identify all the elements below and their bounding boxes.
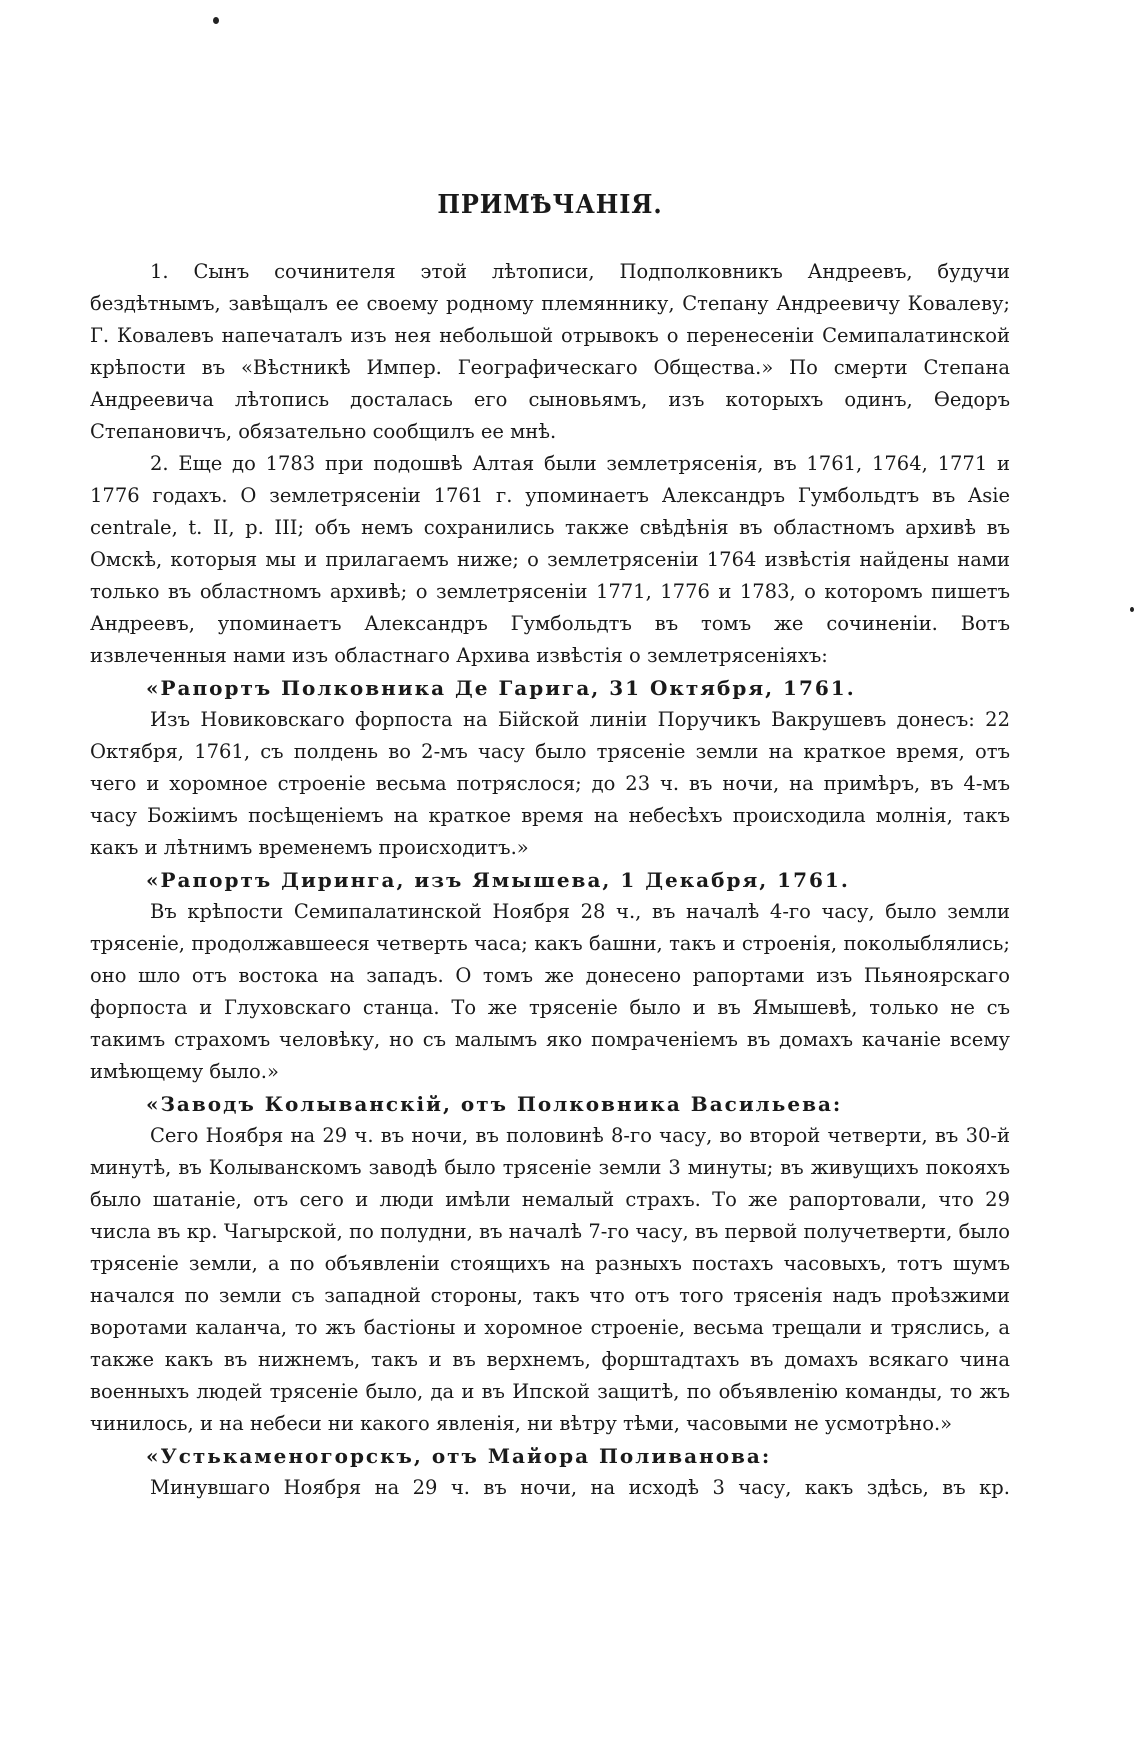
report-heading: «Заводъ Колыванскій, отъ Полковника Васильева:: [146, 1092, 843, 1116]
note-1: 1. Сынъ сочинителя этой лѣтописи, Подполковникъ Андреевъ, будучи бездѣтнымъ, завѣщалъ ее своему родному племяннику, Степану Андреевичу Ковалеву; Г. Ковалевъ напечаталъ изъ нея небольшой отрывокъ о перенесеніи Семипалатинской крѣпости въ «Вѣстникѣ Импер. Географическаго Общества.» По смерти Степана Андреевича лѣтопись досталась его сыновьямъ, изъ которыхъ одинъ, Ѳедоръ Степановичъ, обязательно сообщилъ ее мнѣ.: [90, 260, 1010, 443]
report-body: Въ крѣпости Семипалатинской Ноября 28 ч., въ началѣ 4-го часу, было земли трясеніе, продолжавшееся четверть часа; какъ башни, такъ и строенія, поколыблялись; оно шло отъ востока на западъ. О томъ же донесено рапортами изъ Пьяноярскаго форпоста и Глуховскаго станца. То же трясеніе было и въ Ямышевѣ, только не съ такимъ страхомъ человѣку, но съ малымъ яко помраченіемъ въ домахъ качаніе всему имѣющему было.»: [90, 900, 1010, 1083]
report-heading: «Устькаменогорскъ, отъ Майора Поливанова:: [146, 1444, 772, 1468]
report-body: Изъ Новиковскаго форпоста на Бійской линіи Поручикъ Вакрушевъ донесъ: 22 Октября, 1761, съ полдень во 2-мъ часу было трясеніе земли на краткое время, отъ чего и хоромное строеніе весьма потряслося; до 23 ч. въ ночи, на примѣръ, въ 4-мъ часу Божіимъ посѣщеніемъ на краткое время на небесѣхъ происходила молнія, такъ какъ и лѣтнимъ временемъ происходитъ.»: [90, 708, 1010, 859]
note-2: 2. Еще до 1783 при подошвѣ Алтая были землетрясенія, въ 1761, 1764, 1771 и 1776 годахъ. О землетрясеніи 1761 г. упоминаетъ Александръ Гумбольдтъ въ Asie centrale, t. II, p. III; объ немъ сохранились также свѣдѣнія въ областномъ архивѣ въ Омскѣ, которыя мы и прилагаемъ ниже; о землетрясеніи 1764 извѣстія найдены нами только въ областномъ архивѣ; о землетрясеніи 1771, 1776 и 1783, о которомъ пишетъ Андреевъ, упоминаетъ Александръ Гумбольдтъ въ томъ же сочиненіи. Вотъ извлеченныя нами изъ областнаго Архива извѣстія о землетрясеніяхъ:: [90, 452, 1010, 667]
page-title: ПРИМѢЧАНІЯ.: [437, 190, 663, 220]
report-body: Сего Ноября на 29 ч. въ ночи, въ половинѣ 8-го часу, во второй четверти, въ 30-й минутѣ, въ Колыванскомъ заводѣ было трясеніе земли 3 минуты; въ живущихъ покояхъ было шатаніе, отъ сего и люди имѣли немалый страхъ. То же рапортовали, что 29 числа въ кр. Чагырской, по полудни, въ началѣ 7-го часу, въ первой получетверти, было трясеніе земли, а по объявленіи стоящихъ на разныхъ постахъ часовыхъ, тотъ шумъ начался по земли съ западной стороны, такъ что отъ того трясенія надъ проѣзжими воротами каланча, то жъ бастіоны и хоромное строеніе, весьма трещали и тряслись, а также какъ въ нижнемъ, такъ и въ верхнемъ, форштадтахъ въ домахъ всякаго чина военныхъ людей трясеніе было, да и въ Ипской защитѣ, по объявленію команды, то жъ чинилось, и на небеси ни какого явленія, ни вѣтру тѣми, часовыми не усмотрѣно.»: [90, 1124, 1010, 1435]
report-heading: «Рапортъ Полковника Де Гарига, 31 Октября, 1761.: [146, 676, 856, 700]
document-page: [90, 190, 1010, 1504]
report-body: Минувшаго Ноября на 29 ч. въ ночи, на исходѣ 3 часу, какъ здѣсь, въ кр.: [150, 1476, 1010, 1499]
scan-speck: [1130, 607, 1134, 612]
report-heading: «Рапортъ Диринга, изъ Ямышева, 1 Декабря, 1761.: [146, 868, 850, 892]
scan-speck: [213, 17, 219, 24]
